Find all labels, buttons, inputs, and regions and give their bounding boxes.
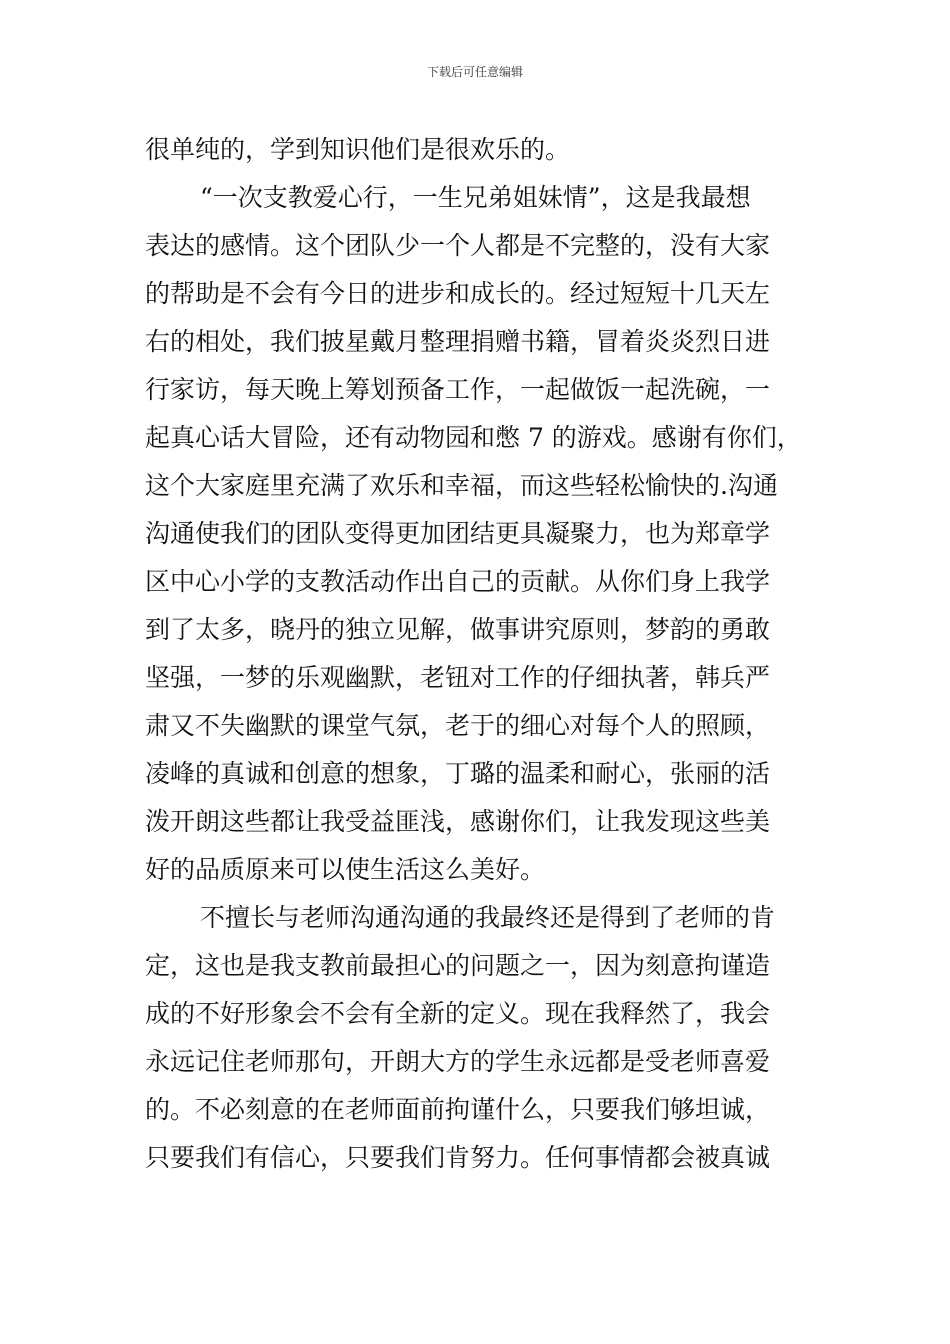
text-line: 成的不好形象会不会有全新的定义。现在我释然了，我会 (145, 999, 771, 1028)
text-line: 凌峰的真诚和创意的想象，丁璐的温柔和耐心，张丽的活 (145, 759, 771, 788)
text-line: 的。不必刻意的在老师面前拘谨什么，只要我们够坦诚， (145, 1095, 771, 1124)
text-line: 不擅长与老师沟通沟通的我最终还是得到了老师的肯 (200, 903, 776, 932)
text-line: 表达的感情。这个团队少一个人都是不完整的，没有大家 (145, 231, 771, 260)
text-line: 坚强，一梦的乐观幽默，老钮对工作的仔细执著，韩兵严 (145, 663, 771, 692)
text-line: 行家访，每天晚上筹划预备工作，一起做饭一起洗碗，一 (145, 375, 771, 404)
text-line: 这个大家庭里充满了欢乐和幸福，而这些轻松愉快的.沟通 (145, 471, 778, 500)
text-line: 定，这也是我支教前最担心的问题之一，因为刻意拘谨造 (145, 951, 771, 980)
text-line: 只要我们有信心，只要我们肯努力。任何事情都会被真诚 (145, 1143, 771, 1172)
page-header: 下载后可任意编辑 (426, 65, 523, 79)
text-line: 沟通使我们的团队变得更加团结更具凝聚力，也为郑章学 (145, 519, 771, 548)
text-line: 的帮助是不会有今日的进步和成长的。经过短短十几天左 (145, 279, 771, 308)
text-line: 泼开朗这些都让我受益匪浅，感谢你们，让我发现这些美 (145, 807, 771, 836)
text-line: 很单纯的，学到知识他们是很欢乐的。 (145, 135, 571, 164)
text-line: 起真心话大冒险，还有动物园和憋 7 的游戏。感谢有你们， (145, 423, 802, 452)
text-line: 好的品质原来可以使生活这么美好。 (145, 855, 546, 884)
text-line: 永远记住老师那句，开朗大方的学生永远都是受老师喜爱 (145, 1047, 771, 1076)
text-line: 右的相处，我们披星戴月整理捐赠书籍，冒着炎炎烈日进 (145, 327, 771, 356)
text-line: 到了太多，晓丹的独立见解，做事讲究原则，梦韵的勇敢 (145, 615, 771, 644)
text-line: 肃又不失幽默的课堂气氛，老于的细心对每个人的照顾， (145, 711, 771, 740)
text-line: 区中心小学的支教活动作出自己的贡献。从你们身上我学 (145, 567, 771, 596)
text-line: “一次支教爱心行，一生兄弟姐妹情”，这是我最想 (200, 183, 751, 212)
